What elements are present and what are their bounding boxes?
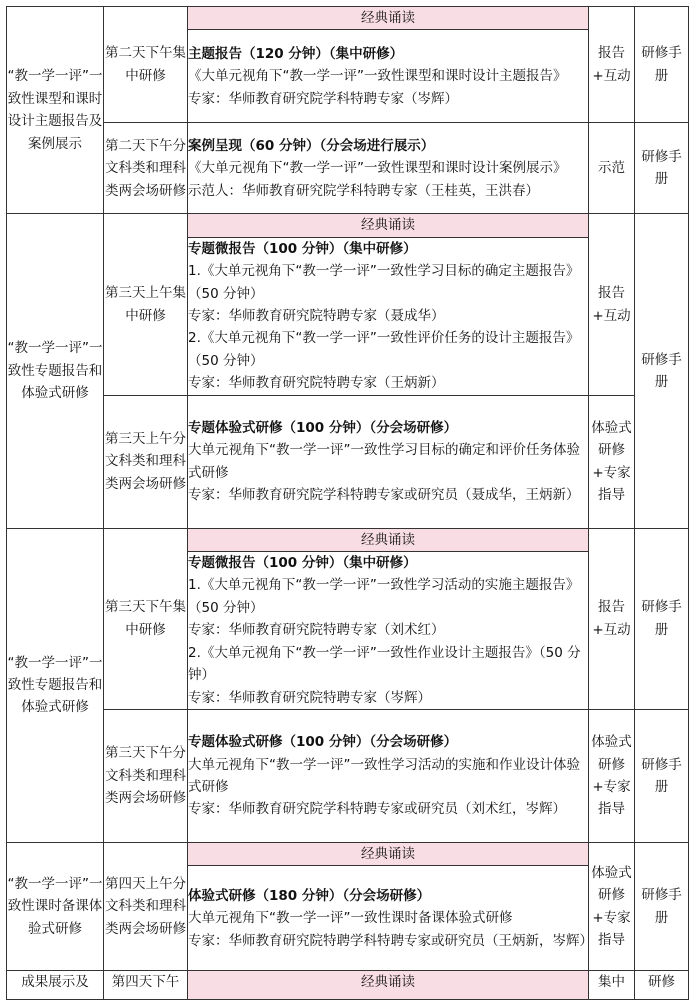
- block-theme-cell: [7, 214, 104, 528]
- training-schedule-table: [6, 6, 689, 1000]
- session-line: 《大单元视角下“教一学一评”一致性课型和课时设计主题报告》: [188, 68, 567, 85]
- material-cell: [635, 7, 689, 123]
- session-line: 专家：华师教育研究院特聘专家（聂成华）: [188, 308, 445, 325]
- session-form-cell: [589, 123, 635, 214]
- session-time-cell: [104, 528, 188, 709]
- session-line: 专家：华师教育研究院特聘专家（王炳新）: [188, 375, 445, 392]
- session-form-text: 体验式研修+专家指导: [591, 419, 632, 504]
- classic-reading-label: 经典诵读: [361, 531, 415, 548]
- session-form-text: 报告+互动: [592, 285, 631, 324]
- material-cell: [635, 123, 689, 214]
- session-time-text: 第三天下午分文科类和理科类两会场研修: [105, 745, 186, 807]
- block-theme-text: 成果展示及: [21, 974, 89, 991]
- session-form-text: 报告+互动: [592, 599, 631, 638]
- session-line: 2.《大单元视角下“教一学一评”一致性评价任务的设计主题报告》（50 分钟）: [188, 330, 580, 369]
- session-time-cell: [104, 7, 188, 123]
- session-form-text: 报告+互动: [592, 45, 631, 84]
- session-time-cell: [104, 971, 188, 1000]
- session-line: 1.《大单元视角下“教一学一评”一致性学习目标的确定主题报告》（50 分钟）: [188, 263, 580, 302]
- material-cell: [635, 214, 689, 528]
- material-cell: [635, 971, 689, 1000]
- classic-reading-label: 经典诵读: [361, 845, 415, 862]
- material-text: 研修手册: [641, 756, 682, 795]
- session-content-cell: [188, 30, 589, 123]
- session-form-cell: [589, 971, 635, 1000]
- session-time-cell: [104, 395, 188, 528]
- session-time-cell: [104, 123, 188, 214]
- session-line: 专家：华师教育研究院学科特聘专家或研究员（刘术红，岑辉）: [188, 801, 566, 818]
- material-cell: [635, 528, 689, 709]
- session-form-cell: [589, 7, 635, 123]
- material-text: 研修手册: [641, 149, 682, 188]
- session-line: 专家：华师教育研究院特聘学科特聘专家或研究员（王炳新，岑辉）: [188, 932, 593, 949]
- session-time-text: 第四天上午分文科类和理科类两会场研修: [105, 876, 186, 937]
- session-line: 《大单元视角下“教一学一评”一致性课型和课时设计案例展示》: [188, 160, 567, 177]
- session-time-cell: [104, 842, 188, 970]
- session-content-cell: [188, 123, 589, 214]
- session-content-cell: [188, 709, 589, 842]
- classic-reading-label: 经典诵读: [361, 217, 415, 234]
- material-cell: [635, 709, 689, 842]
- material-text: 研修: [648, 974, 675, 991]
- session-content-cell: [188, 237, 589, 395]
- block-theme-text: “教一学一评”一致性专题报告和体验式研修: [7, 340, 103, 402]
- material-cell: [635, 842, 689, 970]
- session-form-cell: [589, 214, 635, 395]
- material-text: 研修手册: [641, 599, 682, 638]
- block-theme-cell: [7, 528, 104, 842]
- session-line: 专家：华师教育研究院特聘专家（岑辉）: [188, 689, 431, 706]
- session-time-text: 第三天下午集中研修: [105, 599, 186, 638]
- session-title: 专题微报告（100 分钟）（集中研修）: [188, 240, 417, 257]
- block-theme-text: “教一学一评”一致性课型和课时设计主题报告及案例展示: [7, 68, 103, 152]
- classic-reading-label: 经典诵读: [361, 10, 415, 26]
- session-content-cell: [188, 866, 593, 971]
- session-form-cell: [589, 709, 635, 842]
- session-form-text: 示范: [598, 160, 625, 177]
- session-line: 大单元视角下“教一学一评”一致性学习目标的确定和评价任务体验式研修: [188, 442, 580, 481]
- block-theme-text: “教一学一评”一致性课时备课体验式研修: [7, 876, 103, 937]
- classic-reading-cell: [188, 971, 589, 1000]
- session-line: 1.《大单元视角下“教一学一评”一致性学习活动的实施主题报告》（50 分钟）: [188, 577, 580, 616]
- session-line: 专家：华师教育研究院学科特聘专家（岑辉）: [188, 90, 458, 107]
- session-form-text: 体验式研修+专家指导: [591, 734, 632, 818]
- session-line: 专家：华师教育研究院特聘专家（刘术红）: [188, 622, 445, 639]
- session-time-text: 第四天下午: [111, 974, 180, 991]
- classic-reading-cell: [188, 214, 589, 237]
- block-theme-cell: [7, 971, 104, 1000]
- material-text: 研修手册: [641, 887, 682, 926]
- block-theme-cell: [7, 7, 104, 214]
- session-time-cell: [104, 214, 188, 395]
- session-form-cell: [589, 395, 635, 528]
- classic-reading-cell: [188, 842, 589, 865]
- session-form-cell: [589, 842, 635, 970]
- session-title: 专题微报告（100 分钟）（集中研修）: [188, 555, 417, 572]
- session-time-text: 第三天上午分文科类和理科类两会场研修: [105, 431, 186, 492]
- classic-reading-label: 经典诵读: [361, 974, 415, 991]
- session-line: 示范人：华师教育研究院学科特聘专家（王桂英，王洪春）: [188, 182, 539, 199]
- session-line: 专家：华师教育研究院学科特聘专家或研究员（聂成华，王炳新）: [188, 487, 580, 504]
- session-form-text: 集中: [598, 974, 625, 991]
- session-line: 大单元视角下“教一学一评”一致性课时备课体验式研修: [188, 910, 513, 927]
- session-title: 案例呈现（60 分钟）（分会场进行展示）: [188, 137, 435, 154]
- session-time-text: 第三天上午集中研修: [105, 285, 186, 324]
- session-title: 主题报告（120 分钟）（集中研修）: [188, 45, 404, 62]
- classic-reading-cell: [188, 7, 589, 30]
- session-time-text: 第二天下午分文科类和理科类两会场研修: [105, 137, 186, 199]
- session-title: 专题体验式研修（100 分钟）（分会场研修）: [188, 734, 458, 751]
- session-form-cell: [589, 528, 635, 709]
- session-title: 体验式研修（180 分钟）（分会场研修）: [188, 887, 431, 904]
- session-line: 2.《大单元视角下“教一学一评”一致性作业设计主题报告》（50 分钟）: [188, 644, 581, 684]
- material-text: 研修手册: [641, 351, 682, 391]
- session-content-cell: [188, 395, 589, 528]
- block-theme-text: “教一学一评”一致性专题报告和体验式研修: [7, 654, 103, 716]
- session-line: 大单元视角下“教一学一评”一致性学习活动的实施和作业设计体验式研修: [188, 756, 580, 795]
- session-title: 专题体验式研修（100 分钟）（分会场研修）: [188, 419, 458, 436]
- session-time-cell: [104, 709, 188, 842]
- material-text: 研修手册: [641, 45, 682, 84]
- session-form-text: 体验式研修+专家指导: [591, 864, 632, 949]
- classic-reading-cell: [188, 528, 589, 551]
- block-theme-cell: [7, 842, 104, 970]
- session-time-text: 第二天下午集中研修: [105, 45, 186, 84]
- session-content-cell: [188, 552, 589, 710]
